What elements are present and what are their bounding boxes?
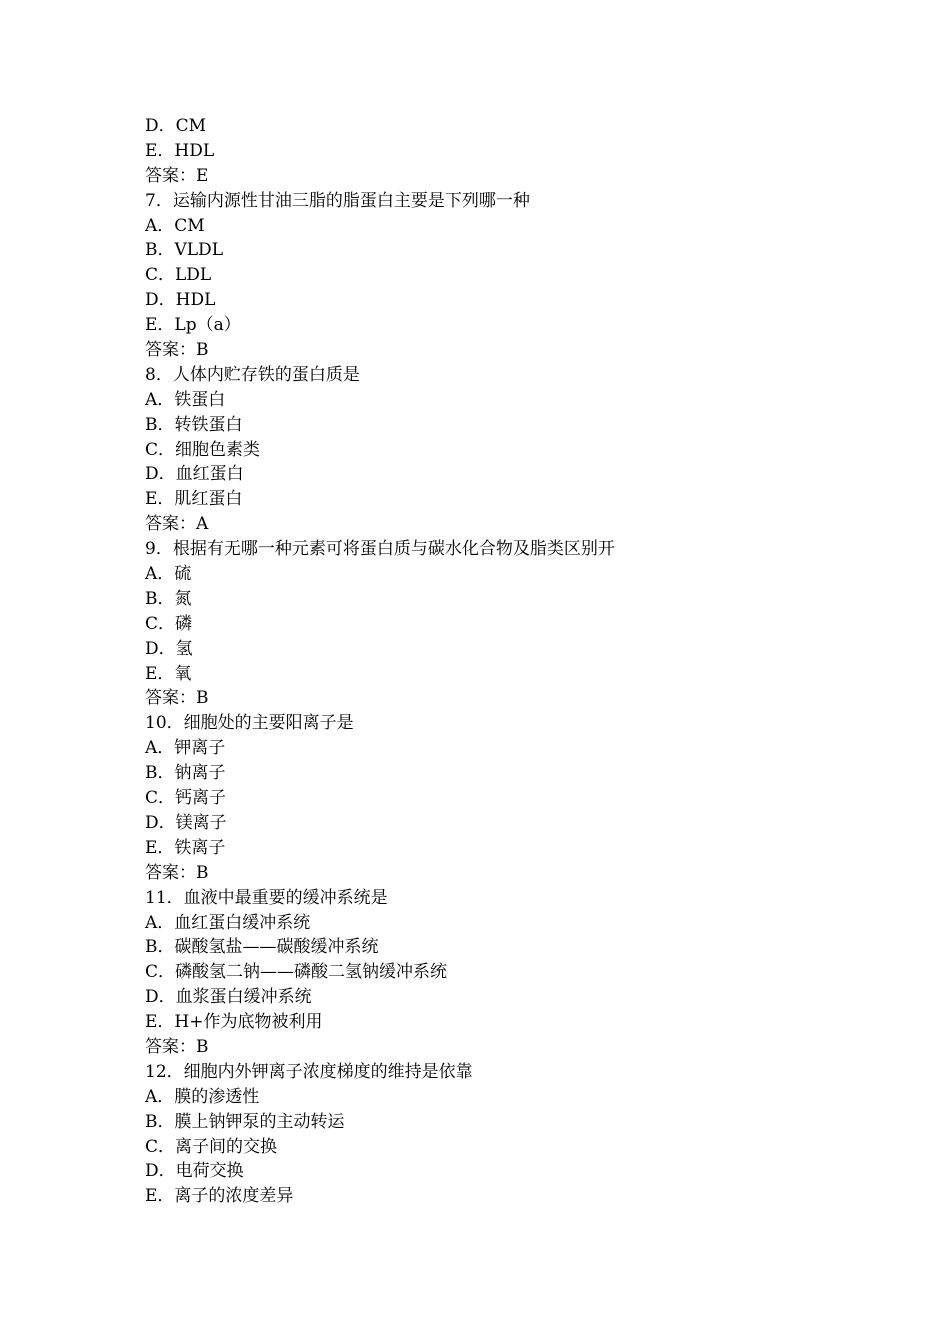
question-line: 9．根据有无哪一种元素可将蛋白质与碳水化合物及脂类区别开	[145, 539, 615, 560]
option-line: A．钾离子	[145, 738, 226, 759]
option-line: C．离子间的交换	[145, 1136, 278, 1157]
option-line: C．钙离子	[145, 788, 227, 809]
option-line: C．磷酸氢二钠——磷酸二氢钠缓冲系统	[145, 962, 448, 983]
question-line: 12．细胞内外钾离子浓度梯度的维持是依靠	[145, 1061, 473, 1082]
option-line: D．血红蛋白	[145, 464, 244, 485]
option-line: E．H+作为底物被利用	[145, 1012, 323, 1033]
option-line: C．LDL	[145, 265, 212, 286]
answer-line: 答案：E	[145, 165, 209, 186]
option-line: A．硫	[145, 564, 192, 585]
answer-line: 答案：A	[145, 514, 209, 535]
answer-line: 答案：B	[145, 1036, 209, 1057]
option-line: E．肌红蛋白	[145, 489, 243, 510]
option-line: E．HDL	[145, 140, 215, 161]
option-line: E．铁离子	[145, 837, 226, 858]
option-line: B．VLDL	[145, 240, 223, 261]
option-line: C．细胞色素类	[145, 439, 261, 460]
option-line: B．膜上钠钾泵的主动转运	[145, 1111, 345, 1132]
option-line: B．氮	[145, 588, 192, 609]
option-line: D．血浆蛋白缓冲系统	[145, 987, 312, 1008]
option-line: E．氧	[145, 663, 192, 684]
option-line: B．钠离子	[145, 763, 226, 784]
question-line: 11．血液中最重要的缓冲系统是	[145, 887, 388, 908]
option-line: B．转铁蛋白	[145, 414, 243, 435]
option-line: D．氢	[145, 638, 193, 659]
answer-line: 答案：B	[145, 340, 209, 361]
option-line: D．镁离子	[145, 812, 227, 833]
answer-line: 答案：B	[145, 688, 209, 709]
question-line: 7．运输内源性甘油三脂的脂蛋白主要是下列哪一种	[145, 190, 530, 211]
answer-line: 答案：B	[145, 862, 209, 883]
question-line: 10．细胞处的主要阳离子是	[145, 713, 354, 734]
document-page	[145, 114, 865, 1209]
option-line: E．Lp（a）	[145, 315, 241, 336]
option-line: D．HDL	[145, 290, 216, 311]
option-line: C．磷	[145, 613, 193, 634]
option-line: A．血红蛋白缓冲系统	[145, 912, 311, 933]
question-line: 8．人体内贮存铁的蛋白质是	[145, 364, 360, 385]
option-line: D．CM	[145, 116, 207, 136]
option-line: B．碳酸氢盐——碳酸缓冲系统	[145, 937, 379, 958]
option-line: D．电荷交换	[145, 1161, 244, 1182]
option-line: A．铁蛋白	[145, 389, 226, 410]
option-line: A．膜的渗透性	[145, 1086, 260, 1107]
option-line: E．离子的浓度差异	[145, 1186, 294, 1207]
option-line: A．CM	[145, 215, 205, 236]
